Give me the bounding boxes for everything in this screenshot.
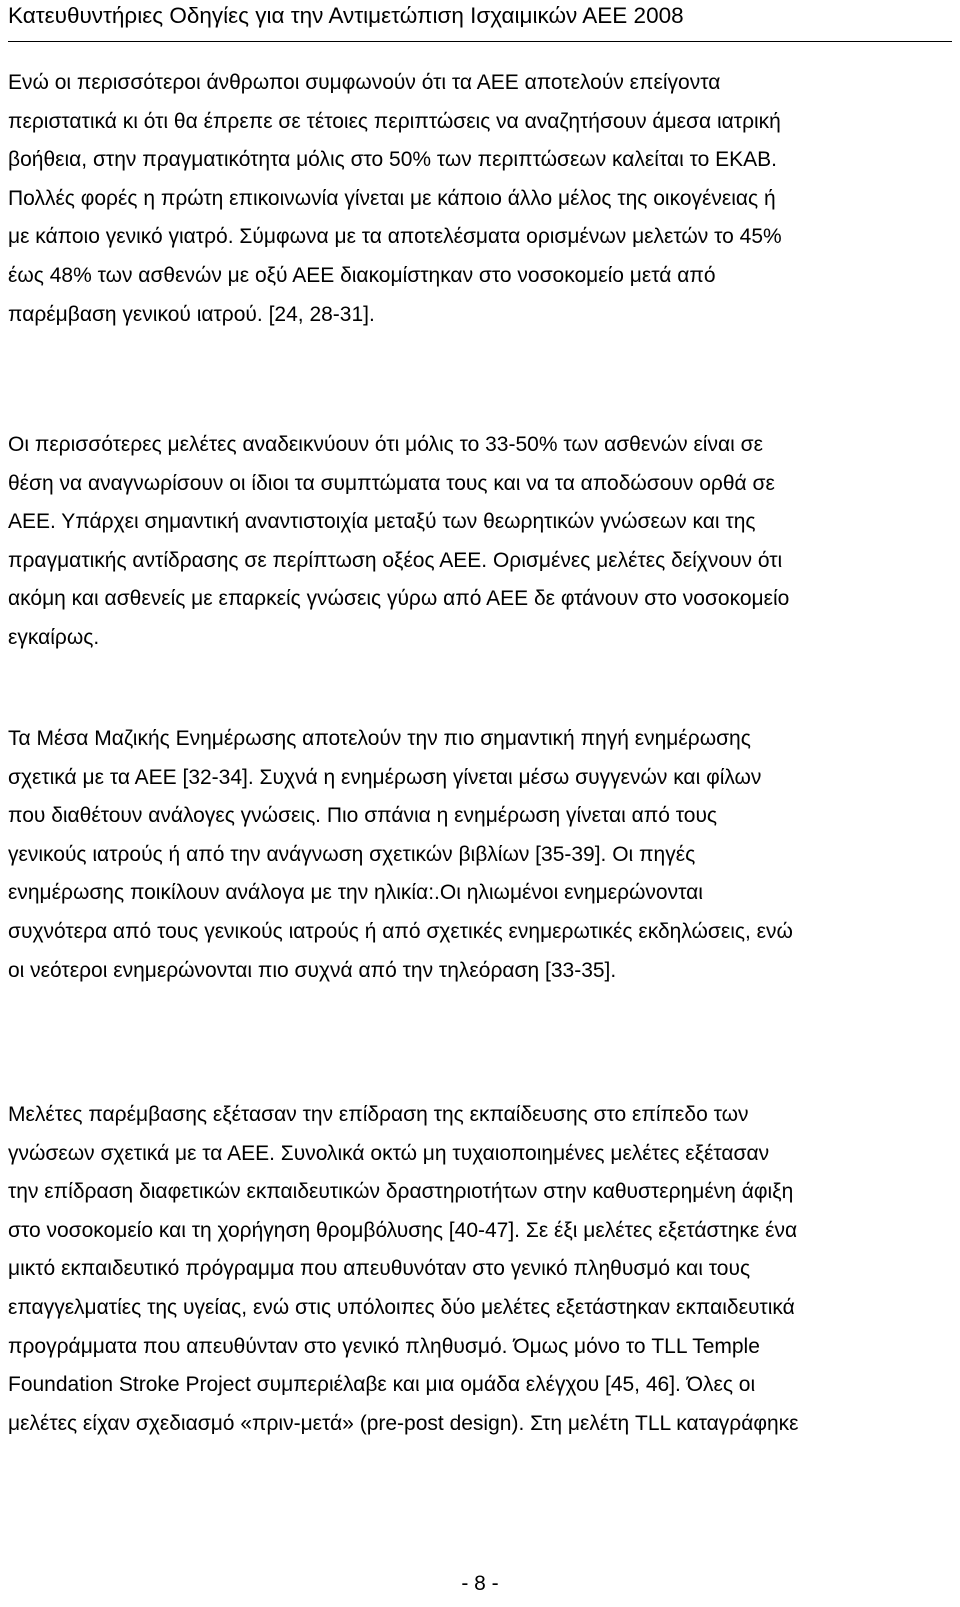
text-line: μικτό εκπαιδευτικό πρόγραμμα που απευθυνόταν στο γενικό πληθυσμό και τους xyxy=(8,1257,751,1281)
text-line: οι νεότεροι ενημερώνονται πιο συχνά από την τηλεόραση [33-35]. xyxy=(8,958,617,982)
paragraph-4 xyxy=(8,1096,799,1443)
text-line: θέση να αναγνωρίσουν οι ίδιοι τα συμπτώματα τους και να τα αποδώσουν ορθά σε xyxy=(8,471,775,495)
text-line: μελέτες είχαν σχεδιασμό «πριν-μετά» (pre-post design). Στη μελέτη TLL καταγράφηκε xyxy=(8,1411,799,1435)
text-line: σχετικά με τα ΑΕΕ [32-34]. Συχνά η ενημέρωση γίνεται μέσω συγγενών και φίλων xyxy=(8,765,762,789)
text-line: που διαθέτουν ανάλογες γνώσεις. Πιο σπάνια η ενημέρωση γίνεται από τους xyxy=(8,804,718,828)
text-line: Οι περισσότερες μελέτες αναδεικνύουν ότι μόλις το 33-50% των ασθενών είναι σε xyxy=(8,433,763,456)
text-line: στο νοσοκομείο και τη χορήγηση θρομβόλυσης [40-47]. Σε έξι μελέτες εξετάστηκε ένα xyxy=(8,1218,798,1242)
text-line: συχνότερα από τους γενικούς ιατρούς ή από σχετικές ενημερωτικές εκδηλώσεις, ενώ xyxy=(8,919,793,943)
text-line: Ενώ οι περισσότεροι άνθρωποι συμφωνούν ότι τα ΑΕΕ αποτελούν επείγοντα xyxy=(8,71,721,94)
page-header xyxy=(8,2,952,42)
page-number: - 8 - xyxy=(461,1572,499,1595)
text-line: έως 48% των ασθενών με οξύ ΑΕΕ διακομίστηκαν στο νοσοκομείο μετά από xyxy=(8,263,716,287)
paragraph-3 xyxy=(8,720,793,990)
text-line: με κάποιο γενικό γιατρό. Σύμφωνα με τα αποτελέσματα ορισμένων μελετών το 45% xyxy=(8,225,782,249)
text-line: Foundation Stroke Project συμπεριέλαβε και μια ομάδα ελέγχου [45, 46]. Όλες οι xyxy=(8,1373,756,1397)
document-title: Κατευθυντήριες Οδηγίες για την Αντιμετώπιση Ισχαιμικών ΑΕΕ 2008 xyxy=(8,3,684,28)
text-line: επαγγελματίες της υγείας, ενώ στις υπόλοιπες δύο μελέτες εξετάστηκαν εκπαιδευτικά xyxy=(8,1295,795,1319)
text-line: προγράμματα που απευθύνταν στο γενικό πληθυσμό. Όμως μόνο το TLL Temple xyxy=(8,1334,760,1358)
text-line: εγκαίρως. xyxy=(8,625,100,649)
text-line: Πολλές φορές η πρώτη επικοινωνία γίνεται με κάποιο άλλο μέλος της οικογένειας ή xyxy=(8,186,776,210)
text-line: γενικούς ιατρούς ή από την ανάγνωση σχετικών βιβλίων [35-39]. Οι πηγές xyxy=(8,842,696,866)
text-line: Μελέτες παρέμβασης εξέτασαν την επίδραση της εκπαίδευσης στο επίπεδο των xyxy=(8,1103,749,1126)
text-line: γνώσεων σχετικά με τα ΑΕΕ. Συνολικά οκτώ μη τυχαιοποιημένες μελέτες εξέτασαν xyxy=(8,1141,770,1165)
page-footer xyxy=(0,1570,960,1598)
paragraph-2 xyxy=(8,426,789,658)
text-line: περιστατικά κι ότι θα έπρεπε σε τέτοιες περιπτώσεις να αναζητήσουν άμεσα ιατρική xyxy=(8,109,781,133)
text-line: βοήθεια, στην πραγματικότητα μόλις στο 50% των περιπτώσεων καλείται το ΕΚΑΒ. xyxy=(8,148,777,172)
text-line: ΑΕΕ. Υπάρχει σημαντική αναντιστοιχία μεταξύ των θεωρητικών γνώσεων και της xyxy=(8,510,756,534)
paragraph-1 xyxy=(8,64,782,334)
text-line: πραγματικής αντίδρασης σε περίπτωση οξέος ΑΕΕ. Ορισμένες μελέτες δείχνουν ότι xyxy=(8,548,783,572)
text-line: ακόμη και ασθενείς με επαρκείς γνώσεις γύρω από ΑΕΕ δε φτάνουν στο νοσοκομείο xyxy=(8,587,790,611)
text-line: Τα Μέσα Μαζικής Ενημέρωσης αποτελούν την πιο σημαντική πηγή ενημέρωσης xyxy=(8,727,751,750)
text-line: παρέμβαση γενικού ιατρού. [24, 28-31]. xyxy=(8,302,375,326)
text-line: ενημέρωσης ποικίλουν ανάλογα με την ηλικία:.Οι ηλιωμένοι ενημερώνονται xyxy=(8,881,703,905)
text-line: την επίδραση διαφετικών εκπαιδευτικών δραστηριοτήτων στην καθυστερημένη άφιξη xyxy=(8,1180,794,1204)
